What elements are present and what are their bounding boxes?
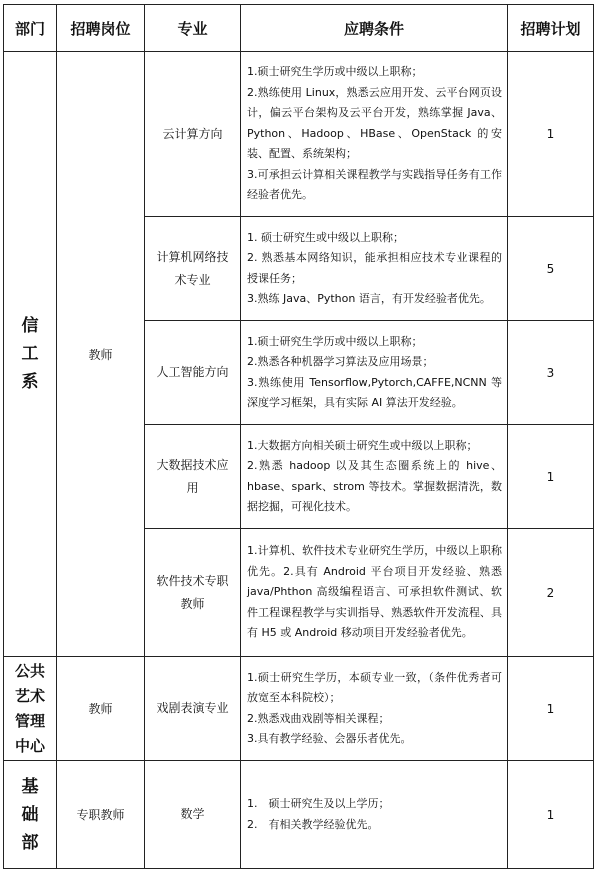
condition-line: 1.硕士研究生学历，本硕专业一致，（条件优秀者可放宽至本科院校）； xyxy=(247,670,502,704)
condition-line: 2.熟悉戏曲戏剧等相关课程； xyxy=(247,711,390,725)
condition-line: 1.硕士研究生学历或中级以上职称； xyxy=(247,65,423,79)
condition-line: 2.熟悉各种机器学习算法及应用场景； xyxy=(247,355,434,368)
department-cell xyxy=(4,761,57,869)
department-cell xyxy=(4,52,57,657)
condition-line: 3.具有教学经验、会器乐者优先。 xyxy=(247,732,412,745)
position-cell: 专职教师 xyxy=(57,761,145,869)
table-row xyxy=(4,761,594,869)
condition-line: 2.熟练使用 Linux，熟悉云应用开发、云平台网页设计，偏云平台架构及云平台开发，熟练掌握 Java、Python、Hadoop、HBase、OpenStack 的安装、配置、系统架构； xyxy=(247,85,502,161)
conditions-cell xyxy=(241,52,508,217)
condition-line: 2. 有相关教学经验优先。 xyxy=(247,817,379,831)
major-cell: 大数据技术应用 xyxy=(145,425,241,529)
department-name: 基 础 部 xyxy=(21,776,39,853)
condition-line: 1.计算机、软件技术专业研究生学历，中级以上职称优先。2.具有 Android 平台项目开发经验、熟悉 java/Phthon 高级编程语言、可承担软件测试、软件工程课程教学与实训指导、熟悉软件开发流程、具有 H5 或 Android 移动项目开发经验者优先。 xyxy=(247,544,502,640)
major-cell: 软件技术专职教师 xyxy=(145,529,241,657)
major-cell: 数学 xyxy=(145,761,241,869)
conditions-cell xyxy=(241,425,508,529)
conditions-cell xyxy=(241,761,508,869)
major-cell: 戏剧表演专业 xyxy=(145,657,241,761)
department-cell xyxy=(4,657,57,761)
plan-cell: 1 xyxy=(508,761,594,869)
condition-line: 1.大数据方向相关硕士研究生或中级以上职称； xyxy=(247,438,478,452)
conditions-cell xyxy=(241,529,508,657)
position-cell: 教师 xyxy=(57,657,145,761)
header-conditions: 应聘条件 xyxy=(241,5,508,52)
header-position: 招聘岗位 xyxy=(57,5,145,52)
major-cell: 计算机网络技术专业 xyxy=(145,217,241,321)
condition-line: 2. 熟悉基本网络知识，能承担相应技术专业课程的授课任务； xyxy=(247,251,502,285)
table-row xyxy=(4,657,594,761)
conditions-cell xyxy=(241,217,508,321)
condition-line: 2.熟悉 hadoop 以及其生态圈系统上的 hive、hbase、spark、strom 等技术。掌握数据清洗，数据挖掘，可视化技术。 xyxy=(247,459,502,513)
recruitment-table xyxy=(3,4,594,869)
plan-cell: 3 xyxy=(508,321,594,425)
condition-line: 1. 硕士研究生或中级以上职称； xyxy=(247,230,404,244)
conditions-cell xyxy=(241,321,508,425)
table-row xyxy=(4,52,594,217)
department-name: 公共 艺术 管理 中心 xyxy=(14,661,45,755)
header-row xyxy=(4,5,594,52)
header-major: 专业 xyxy=(145,5,241,52)
major-cell: 云计算方向 xyxy=(145,52,241,217)
condition-line: 3.熟练 Java、Python 语言，有开发经验者优先。 xyxy=(247,292,491,305)
position-cell: 教师 xyxy=(57,52,145,657)
condition-line: 1.硕士研究生学历或中级以上职称； xyxy=(247,334,423,348)
condition-line: 3.熟练使用 Tensorflow,Pytorch,CAFFE,NCNN 等深度学习框架，具有实际 AI 算法开发经验。 xyxy=(247,375,502,409)
plan-cell: 2 xyxy=(508,529,594,657)
department-name: 信 工 系 xyxy=(21,316,39,392)
conditions-cell xyxy=(241,657,508,761)
header-department: 部门 xyxy=(4,5,57,52)
plan-cell: 1 xyxy=(508,425,594,529)
condition-line: 1. 硕士研究生及以上学历； xyxy=(247,797,390,810)
plan-cell: 1 xyxy=(508,657,594,761)
plan-cell: 1 xyxy=(508,52,594,217)
condition-line: 3.可承担云计算相关课程教学与实践指导任务有工作经验者优先。 xyxy=(247,167,502,202)
header-plan: 招聘计划 xyxy=(508,5,594,52)
major-cell: 人工智能方向 xyxy=(145,321,241,425)
plan-cell: 5 xyxy=(508,217,594,321)
